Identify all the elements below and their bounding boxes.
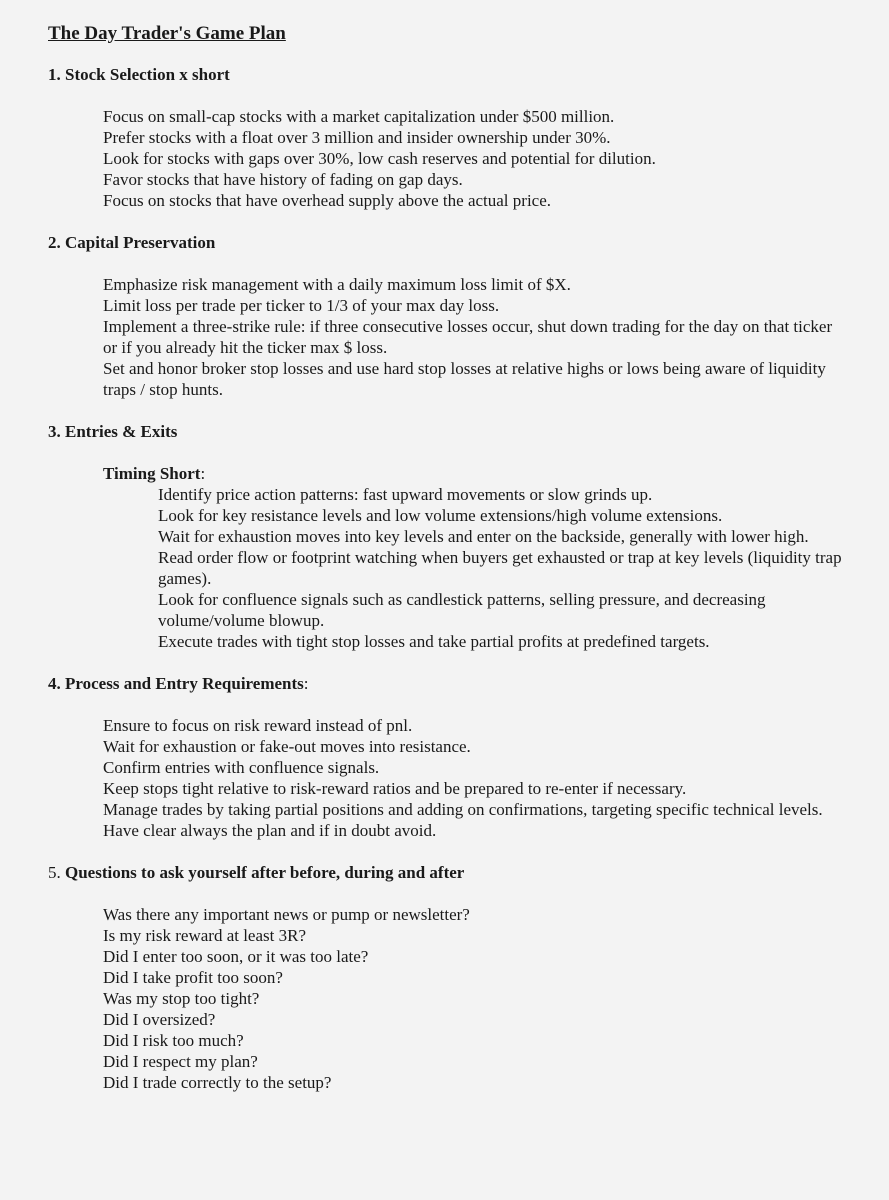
subsection-heading-label: Timing Short <box>103 464 201 483</box>
section-heading: 2. Capital Preservation <box>48 233 216 252</box>
list-item: Wait for exhaustion moves into key levels and enter on the backside, generally with lower high. <box>158 527 809 546</box>
subsection-heading <box>48 463 848 484</box>
list-item: Focus on small-cap stocks with a market capitalization under $500 million. <box>103 107 615 126</box>
section-heading-colon: : <box>303 674 309 693</box>
list-item: Execute trades with tight stop losses and take partial profits at predefined targets. <box>158 632 710 651</box>
subsection-lines <box>48 484 848 652</box>
list-item: Prefer stocks with a float over 3 million and insider ownership under 30%. <box>103 128 611 147</box>
section-process-entry-requirements <box>48 673 848 841</box>
list-item: Look for key resistance levels and low volume extensions/high volume extensions. <box>158 506 723 525</box>
list-item: Did I enter too soon, or it was too late? <box>103 947 369 966</box>
section-heading: 1. Stock Selection x short <box>48 65 230 84</box>
list-item: Set and honor broker stop losses and use hard stop losses at relative highs or lows being aware of liquidity traps / stop hunts. <box>103 359 826 399</box>
section-lines <box>48 904 848 1093</box>
list-item: Is my risk reward at least 3R? <box>103 926 306 945</box>
section-heading-label: 4. Process and Entry Requirements <box>48 674 304 693</box>
list-item: Did I respect my plan? <box>103 1052 258 1071</box>
section-capital-preservation <box>48 232 848 400</box>
list-item: Limit loss per trade per ticker to 1/3 of your max day loss. <box>103 296 500 315</box>
section-heading: 3. Entries & Exits <box>48 422 178 441</box>
list-item: Did I oversized? <box>103 1010 216 1029</box>
list-item: Read order flow or footprint watching when buyers get exhausted or trap at key levels (liquidity trap games). <box>158 548 842 588</box>
section-lines <box>48 274 848 400</box>
section-stock-selection <box>48 64 848 211</box>
list-item: Focus on stocks that have overhead supply above the actual price. <box>103 191 552 210</box>
section-heading-dot: . <box>56 863 61 882</box>
section-lines <box>48 715 848 841</box>
list-item: Emphasize risk management with a daily maximum loss limit of $X. <box>103 275 571 294</box>
subsection-heading-colon: : <box>200 464 206 483</box>
list-item: Did I trade correctly to the setup? <box>103 1073 332 1092</box>
section-heading-label: Questions to ask yourself after before, during and after <box>60 863 465 882</box>
section-heading <box>48 862 848 883</box>
section-questions <box>48 862 848 1093</box>
list-item: Look for confluence signals such as candlestick patterns, selling pressure, and decreasing volume/volume blowup. <box>158 590 766 630</box>
section-entries-exits <box>48 421 848 652</box>
list-item: Was my stop too tight? <box>103 989 260 1008</box>
list-item: Manage trades by taking partial positions and adding on confirmations, targeting specific technical levels. <box>103 800 823 819</box>
list-item: Did I take profit too soon? <box>103 968 283 987</box>
section-lines <box>48 106 848 211</box>
list-item: Look for stocks with gaps over 30%, low cash reserves and potential for dilution. <box>103 149 656 168</box>
section-heading <box>48 673 848 694</box>
list-item: Implement a three-strike rule: if three consecutive losses occur, shut down trading for the day on that ticker or if you already hit the ticker max $ loss. <box>103 317 833 357</box>
section-heading-number: 5 <box>48 863 57 882</box>
list-item: Did I risk too much? <box>103 1031 244 1050</box>
list-item: Confirm entries with confluence signals. <box>103 758 380 777</box>
list-item: Wait for exhaustion or fake-out moves into resistance. <box>103 737 471 756</box>
list-item: Was there any important news or pump or newsletter? <box>103 905 470 924</box>
document-page <box>48 22 848 1114</box>
list-item: Ensure to focus on risk reward instead of pnl. <box>103 716 413 735</box>
list-item: Keep stops tight relative to risk-reward ratios and be prepared to re-enter if necessary. <box>103 779 687 798</box>
list-item: Favor stocks that have history of fading on gap days. <box>103 170 463 189</box>
document-title: The Day Trader's Game Plan <box>48 23 286 44</box>
list-item: Identify price action patterns: fast upward movements or slow grinds up. <box>158 485 653 504</box>
list-item: Have clear always the plan and if in doubt avoid. <box>103 821 437 840</box>
